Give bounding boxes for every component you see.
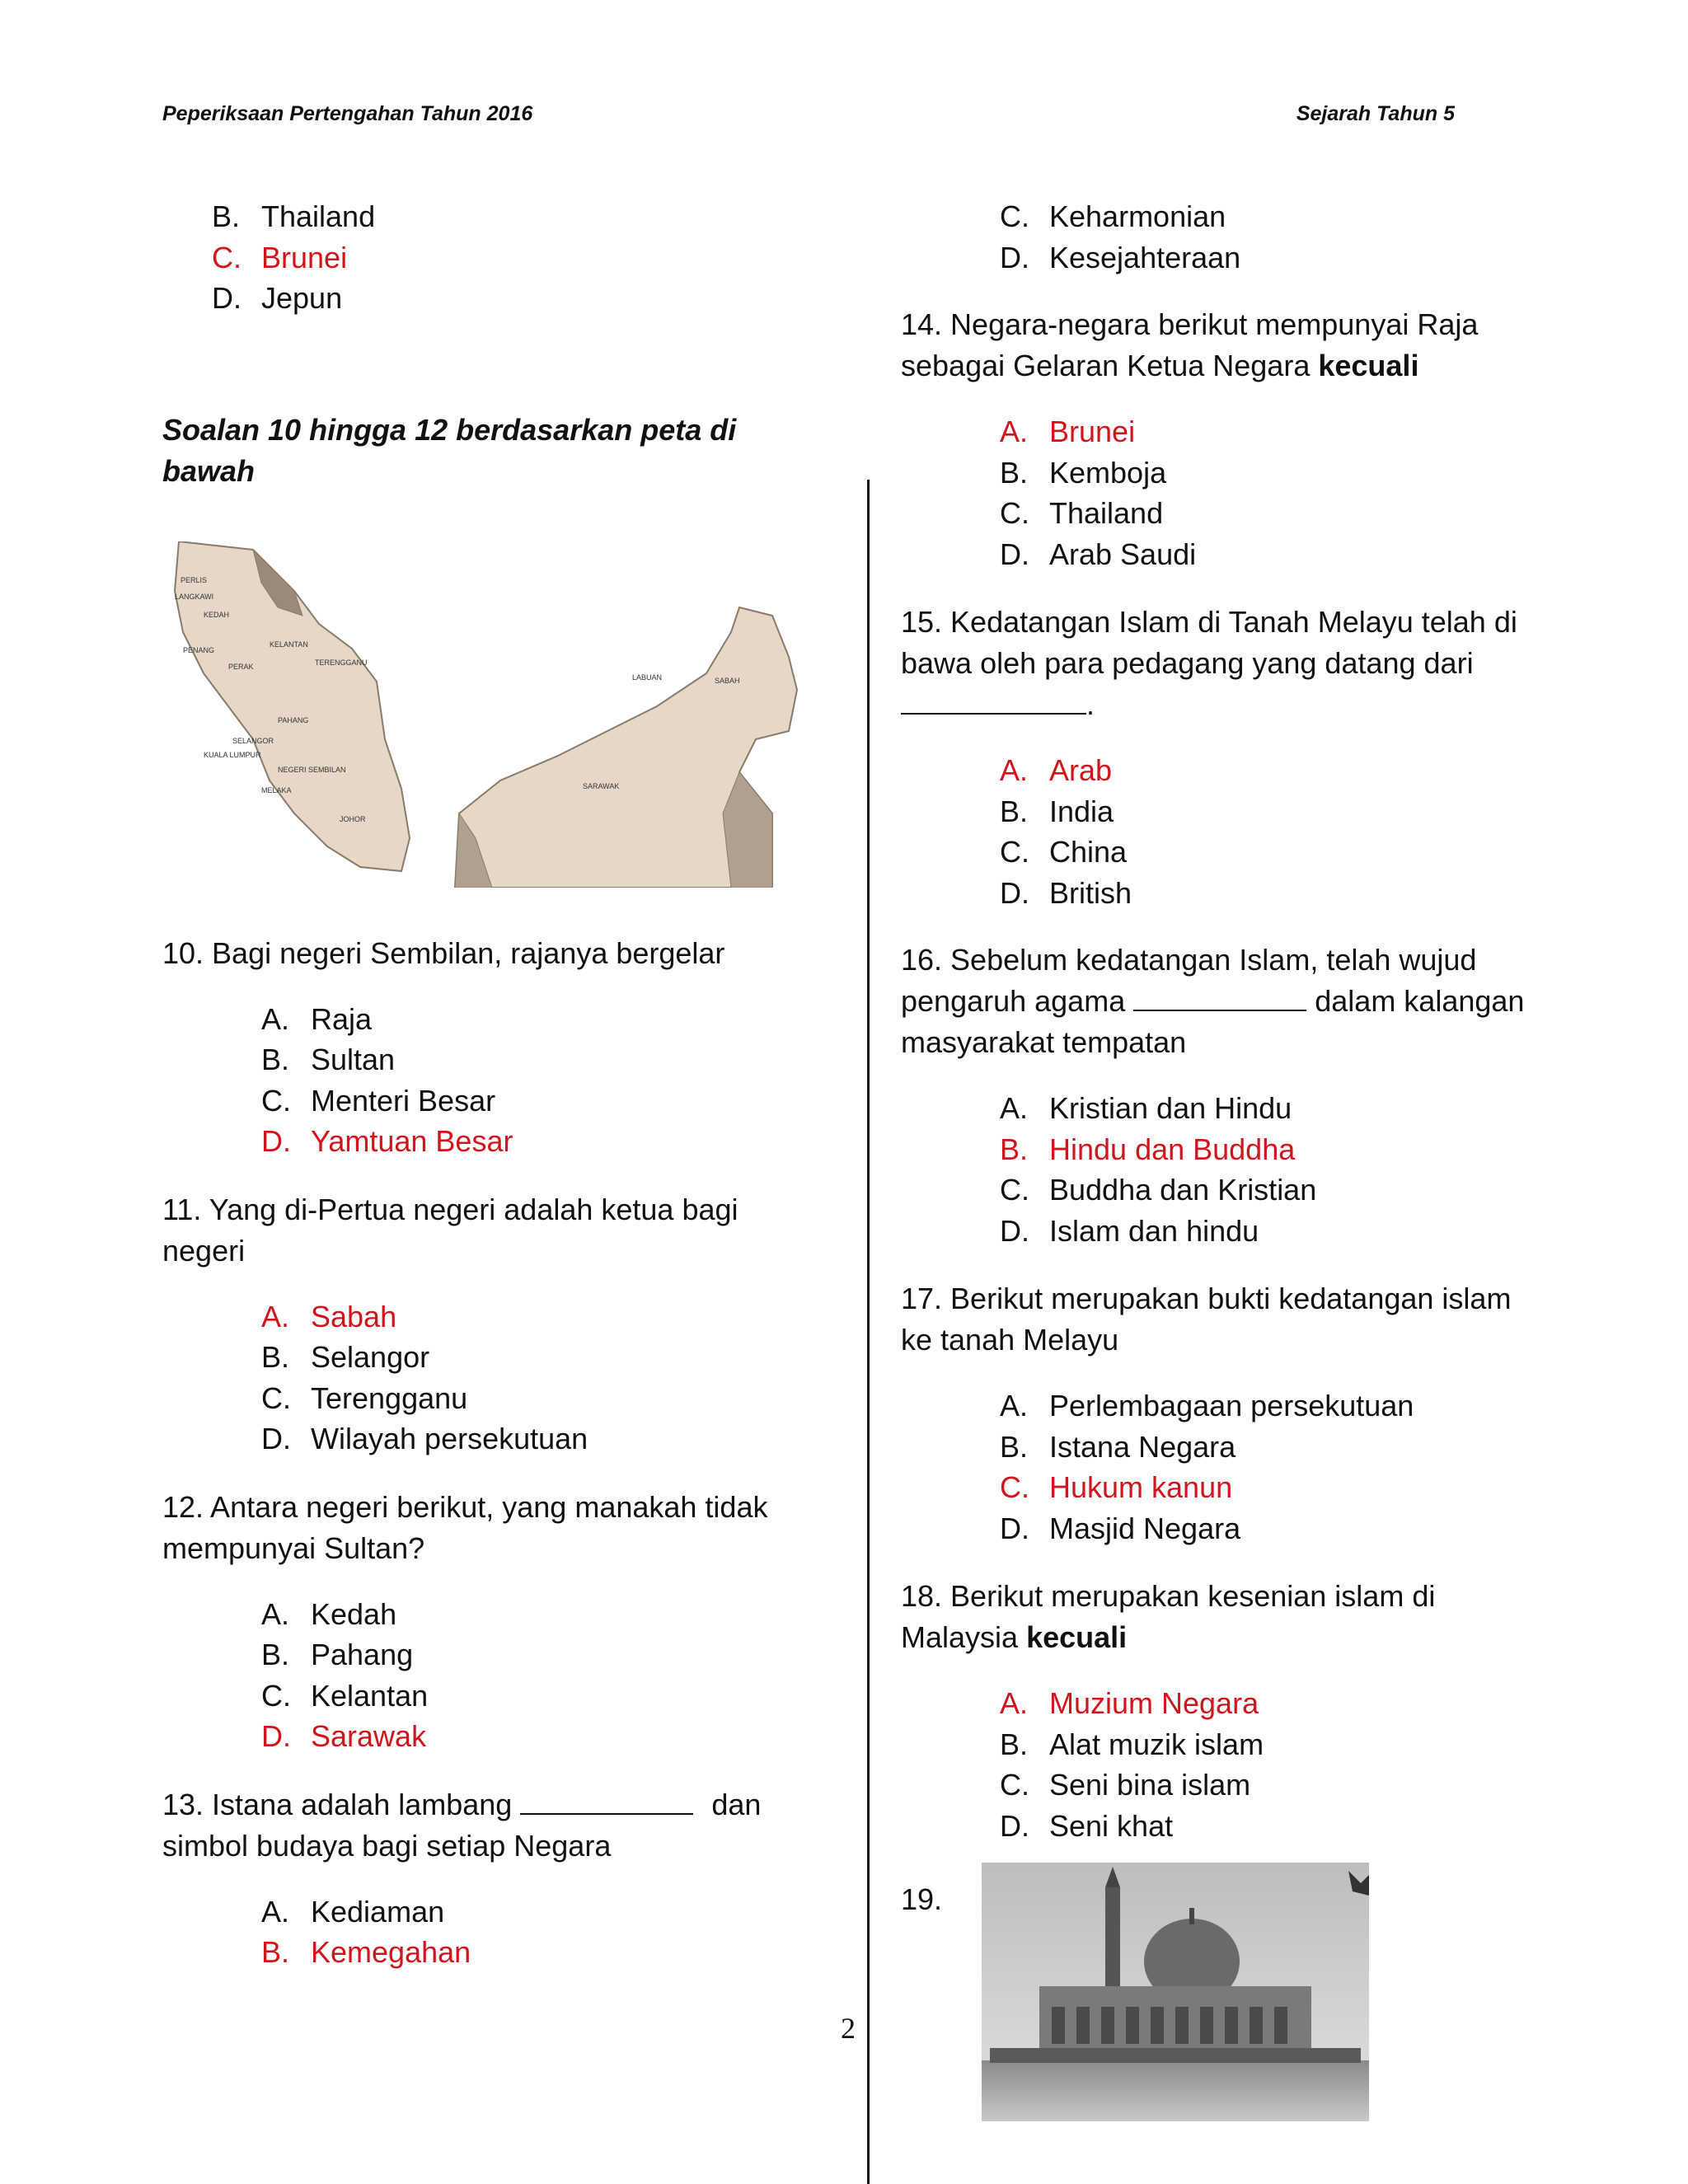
dome-finial — [1189, 1908, 1194, 1924]
q15-option-a[interactable]: A. Arab — [1000, 753, 1113, 787]
q16-option-c[interactable]: C. Buddha dan Kristian — [1000, 1173, 1317, 1207]
q13-option-d[interactable]: D. Kesejahteraan — [1000, 240, 1241, 274]
map-label-kuala-lumpur: KUALA LUMPUR — [204, 750, 261, 759]
q15-text: 15. Kedatangan Islam di Tanah Melayu telah di bawa oleh para pedagang yang datang dari . — [901, 605, 1517, 721]
q14-option-d[interactable]: D. Arab Saudi — [1000, 537, 1197, 571]
q14-option-b[interactable]: B. Kemboja — [1000, 455, 1167, 490]
map-label-terengganu: TERENGGANU — [315, 658, 368, 667]
q19-number: 19. — [901, 1882, 943, 1916]
q12-options — [261, 1594, 805, 1757]
q10-option-c[interactable]: C. Menteri Besar — [261, 1083, 496, 1118]
map-label-melaka: MELAKA — [261, 785, 292, 794]
q11-options — [261, 1296, 805, 1460]
map-label-kelantan: KELANTAN — [270, 640, 308, 649]
water — [982, 2060, 1369, 2121]
q15-blank — [901, 685, 1086, 715]
q16-options — [1000, 1088, 1560, 1251]
q16-option-d[interactable]: D. Islam dan hindu — [1000, 1213, 1259, 1248]
q12-option-a[interactable]: A. Kedah — [261, 1596, 397, 1631]
q13-blank — [520, 1785, 693, 1815]
q12-option-c[interactable]: C. Kelantan — [261, 1678, 429, 1713]
q14-options — [1000, 411, 1560, 574]
right-column — [901, 196, 1560, 1920]
page-number: 2 — [841, 2012, 856, 2045]
q10-option-a[interactable]: A. Raja — [261, 1001, 373, 1036]
q18-options — [1000, 1683, 1560, 1846]
q11-option-d[interactable]: D. Wilayah persekutuan — [261, 1422, 588, 1455]
q9-options — [212, 196, 805, 319]
malaysia-map-svg — [162, 541, 805, 888]
q18-option-d[interactable]: D. Seni khat — [1000, 1808, 1174, 1843]
q15-options — [1000, 750, 1560, 913]
q9-option-b[interactable]: B. Thailand — [212, 199, 376, 233]
q12-option-b[interactable]: B. Pahang — [261, 1638, 414, 1671]
map-label-penang: PENANG — [183, 645, 215, 654]
q12-option-d[interactable]: D. Sarawak — [261, 1719, 427, 1753]
q17-option-b[interactable]: B. Istana Negara — [1000, 1429, 1236, 1464]
q13-text: 13. Istana adalah lambang dan simbol budaya bagi setiap Negara — [162, 1784, 805, 1867]
q17-option-d[interactable]: D. Masjid Negara — [1000, 1511, 1241, 1545]
q11-option-c[interactable]: C. Terengganu — [261, 1380, 468, 1415]
map-label-labuan: LABUAN — [632, 673, 663, 682]
q17-text: 17. Berikut merupakan bukti kedatangan islam ke tanah Melayu — [901, 1282, 1512, 1357]
map-label-negeri-sembilan: NEGERI SEMBILAN — [278, 765, 346, 774]
q15-option-b[interactable]: B. India — [1000, 794, 1114, 828]
waterfront-wall — [990, 2048, 1361, 2063]
map-label-kedah: KEDAH — [204, 610, 230, 619]
q16-blank — [1133, 982, 1306, 1011]
q13-option-a[interactable]: A. Kediaman — [261, 1894, 445, 1929]
q9-option-d[interactable]: D. Jepun — [212, 281, 343, 315]
q10-option-b[interactable]: B. Sultan — [261, 1043, 396, 1076]
q15-option-d[interactable]: D. British — [1000, 875, 1132, 910]
map-label-johor: JOHOR — [340, 814, 366, 823]
header-subject: Sejarah Tahun 5 — [1296, 102, 1455, 125]
q14-text: 14. Negara-negara berikut mempunyai Raja sebagai Gelaran Ketua Negara kecuali — [901, 307, 1479, 382]
q18-text: 18. Berikut merupakan kesenian islam di Malaysia kecuali — [901, 1579, 1436, 1654]
q15-option-c[interactable]: C. China — [1000, 835, 1128, 869]
q10-option-d[interactable]: D. Yamtuan Besar — [261, 1124, 513, 1158]
q12-text: 12. Antara negeri berikut, yang manakah tidak mempunyai Sultan? — [162, 1489, 768, 1565]
q11-option-b[interactable]: B. Selangor — [261, 1340, 430, 1374]
q14-option-c[interactable]: C. Thailand — [1000, 496, 1164, 530]
q18-option-a[interactable]: A. Muzium Negara — [1000, 1686, 1259, 1720]
q16-option-b[interactable]: B. Hindu dan Buddha — [1000, 1132, 1296, 1166]
map-label-perlis: PERLIS — [181, 575, 208, 584]
q17-option-c[interactable]: C. Hukum kanun — [1000, 1470, 1233, 1504]
map-label-pahang: PAHANG — [278, 715, 309, 724]
header-exam-title: Peperiksaan Pertengahan Tahun 2016 — [162, 102, 533, 125]
q17-option-a[interactable]: A. Perlembagaan persekutuan — [1000, 1389, 1414, 1422]
q13-option-c[interactable]: C. Keharmonian — [1000, 199, 1226, 233]
q16-text: 16. Sebelum kedatangan Islam, telah wujud pengaruh agama dalam kalangan masyarakat tempatan — [901, 943, 1525, 1059]
map-label-selangor: SELANGOR — [232, 736, 274, 745]
malaysia-map — [162, 541, 805, 888]
q18-option-c[interactable]: C. Seni bina islam — [1000, 1768, 1251, 1802]
q13-options — [261, 1891, 805, 1973]
map-label-langkawi: LANGKAWI — [175, 592, 214, 601]
map-label-sabah: SABAH — [715, 676, 740, 685]
map-label-sarawak: SARAWAK — [583, 781, 620, 790]
q13-option-b[interactable]: B. Kemegahan — [261, 1935, 471, 1969]
q17-options — [1000, 1385, 1560, 1549]
section-title: Soalan 10 hingga 12 berdasarkan peta di bawah — [162, 412, 737, 488]
q11-text: 11. Yang di-Pertua negeri adalah ketua bagi negeri — [162, 1192, 738, 1268]
q18-option-b[interactable]: B. Alat muzik islam — [1000, 1727, 1264, 1761]
q9-option-c[interactable]: C. Brunei — [212, 240, 348, 274]
map-label-perak: PERAK — [228, 662, 254, 671]
left-column — [162, 196, 805, 1973]
mosque-illustration — [982, 1863, 1369, 2121]
q19-mosque-photo — [982, 1863, 1369, 2121]
q14-option-a[interactable]: A. Brunei — [1000, 415, 1136, 448]
q10-options — [261, 999, 805, 1162]
column-divider — [867, 480, 870, 2184]
q16-option-a[interactable]: A. Kristian dan Hindu — [1000, 1091, 1292, 1125]
q11-option-a[interactable]: A. Sabah — [261, 1299, 397, 1333]
q10-text: 10. Bagi negeri Sembilan, rajanya bergelar — [162, 935, 725, 970]
q13-options-continued — [1000, 196, 1560, 278]
